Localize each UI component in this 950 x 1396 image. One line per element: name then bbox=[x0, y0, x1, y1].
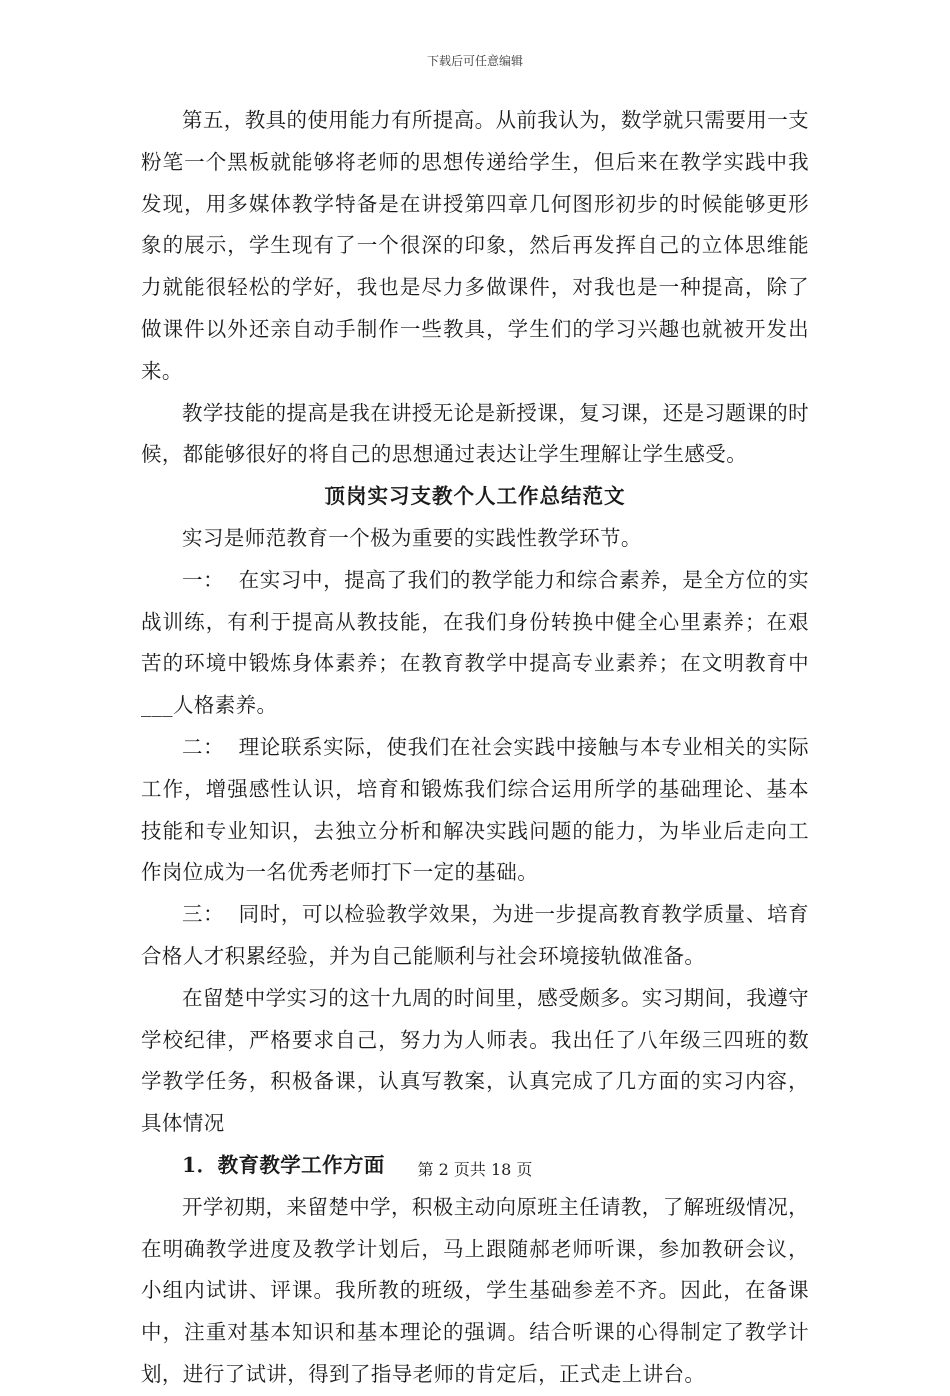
paragraph-point-one: 一： 在实习中，提高了我们的教学能力和综合素养，是全方位的实战训练，有利于提高从教技能，在我们身份转换中健全心里素养；在艰苦的环境中锻炼身体素养；在教育教学中提高专业素养；在文明教育中___人格素养。 bbox=[141, 567, 809, 718]
paragraph-point-two: 二： 理论联系实际，使我们在社会实践中接触与本专业相关的实际工作，增强感性认识，培育和锻炼我们综合运用所学的基础理论、基本技能和专业知识，去独立分析和解决实践问题的能力，为毕业后走向工作岗位成为一名优秀老师打下一定的基础。 bbox=[141, 734, 809, 885]
paragraph-intro: 实习是师范教育一个极为重要的实践性教学环节。 bbox=[182, 525, 642, 550]
page-number: 第 2 页共 18 页 bbox=[417, 1160, 533, 1179]
section-title: 顶岗实习支教个人工作总结范文 bbox=[324, 484, 626, 509]
paragraph-internship-summary: 在留楚中学实习的这十九周的时间里，感受颇多。实习期间，我遵守学校纪律，严格要求自己，努力为人师表。我出任了八年级三四班的数学教学任务，积极备课，认真写教案，认真完成了几方面的实习内容，具体情况 bbox=[141, 985, 809, 1136]
paragraph-teaching-skills: 教学技能的提高是我在讲授无论是新授课，复习课，还是习题课的时候，都能够很好的将自己的思想通过表达让学生理解让学生感受。 bbox=[141, 400, 809, 467]
header-note: 下载后可任意编辑 bbox=[426, 54, 523, 68]
document-body bbox=[141, 100, 809, 1396]
paragraph-point-three: 三： 同时，可以检验教学效果，为进一步提高教育教学质量、培育合格人才积累经验，并为自己能顺利与社会环境接轨做准备。 bbox=[141, 902, 809, 968]
paragraph-teaching-aids: 第五，教具的使用能力有所提高。从前我认为，数学就只需要用一支粉笔一个黑板就能够将老师的思想传递给学生，但后来在教学实践中我发现，用多媒体教学特备是在讲授第四章几何图形初步的时候能够更形象的展示，学生现有了一个很深的印象，然后再发挥自己的立体思维能力就能很轻松的学好，我也是尽力多做课件，对我也是一种提高，除了做课件以外还亲自动手制作一些教具，学生们的学习兴趣也就被开发出来。 bbox=[141, 108, 809, 383]
subheading-teaching-work: 1．教育教学工作方面 bbox=[182, 1152, 385, 1177]
paragraph-teaching-work: 开学初期，来留楚中学，积极主动向原班主任请教，了解班级情况，在明确教学进度及教学计划后，马上跟随郝老师听课，参加教研会议，小组内试讲、评课。我所教的班级，学生基础参差不齐。因此，在备课中，注重对基本知识和基本理论的强调。结合听课的心得制定了教学计划，进行了试讲，得到了指导老师的肯定后，正式走上讲台。 bbox=[141, 1194, 809, 1386]
